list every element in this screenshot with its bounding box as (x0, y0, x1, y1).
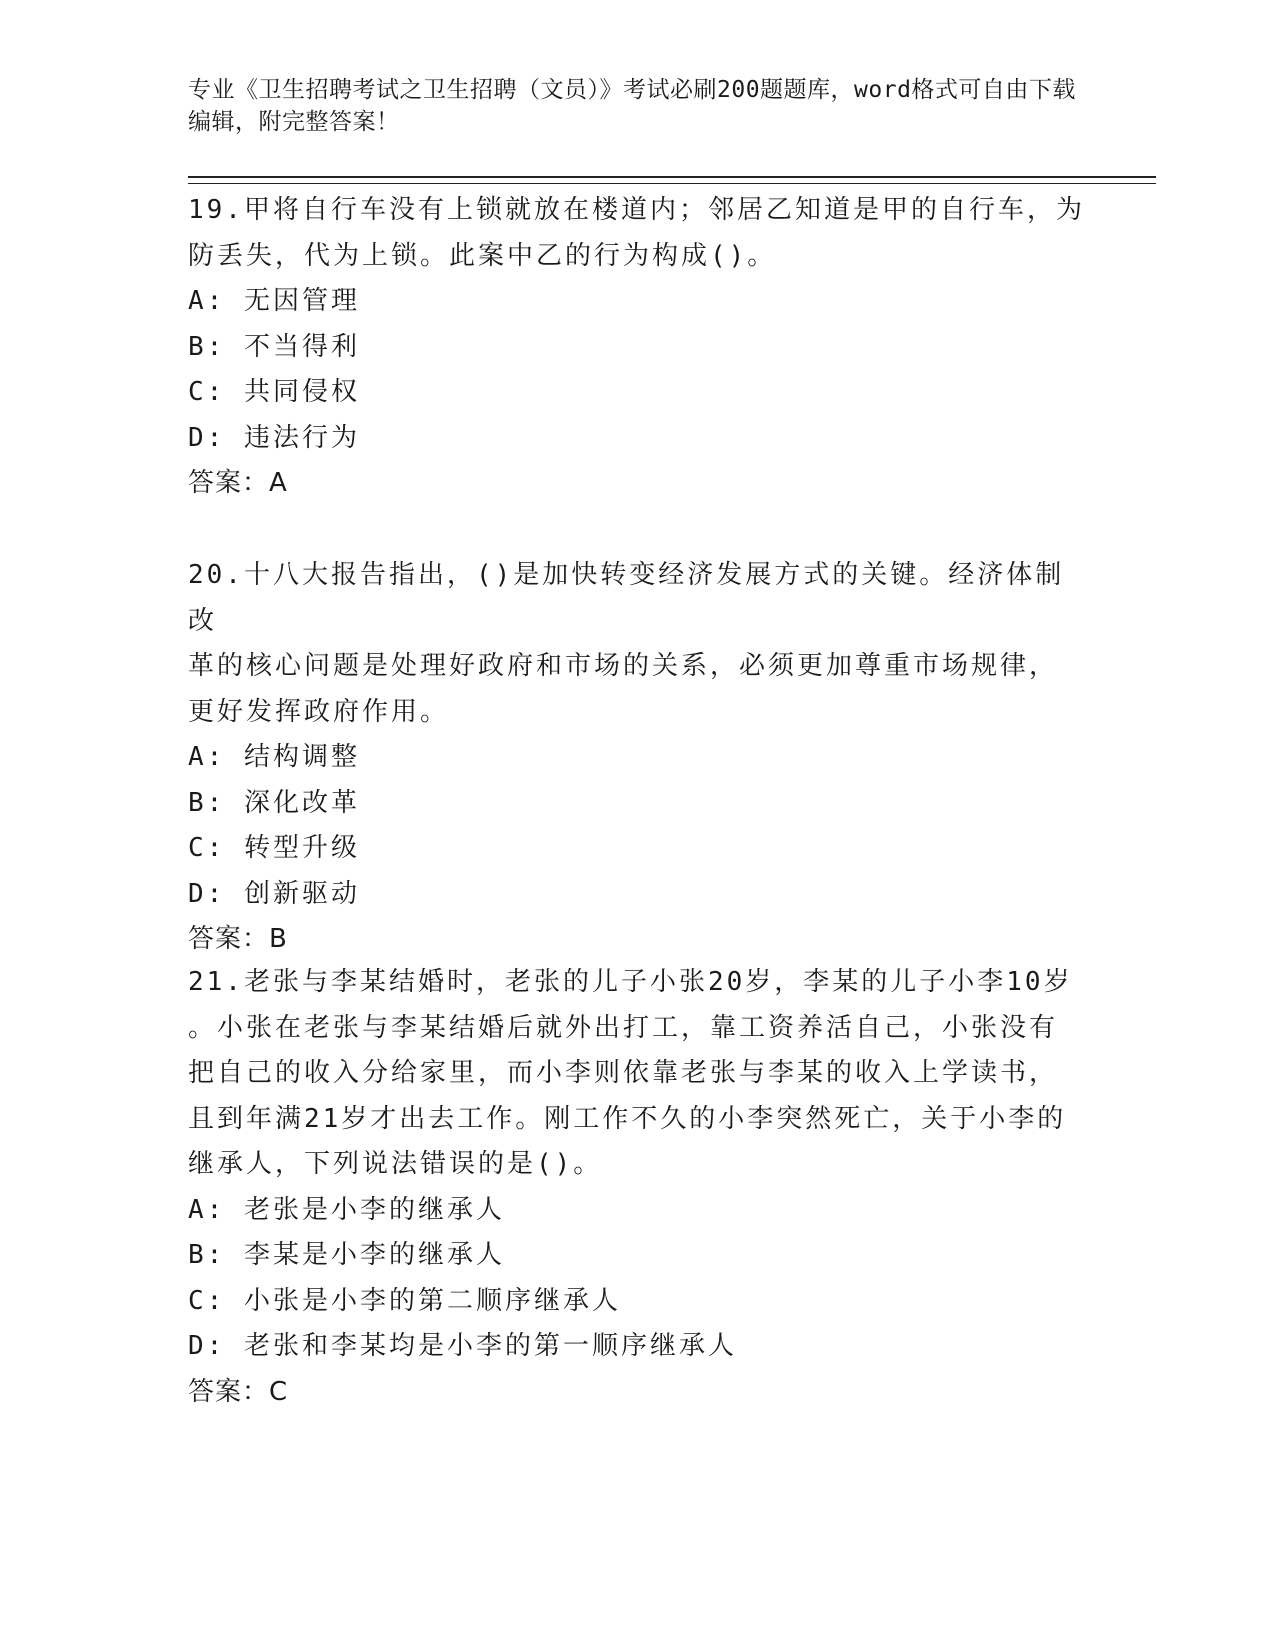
option-b: B: 李某是小李的继承人 (188, 1240, 505, 1270)
question-stem-line: 更好发挥政府作用。 (188, 696, 450, 727)
answer-line: 答案：B (188, 924, 288, 954)
question-stem-line: 。小张在老张与李某结婚后就外出打工，靠工资养活自己，小张没有 (188, 1012, 1059, 1043)
option-b: B: 不当得利 (188, 331, 360, 362)
question-stem-line: 21.老张与李某结婚时，老张的儿子小张20岁，李某的儿子小李10岁 (188, 967, 1073, 997)
option-a: A: 老张是小李的继承人 (188, 1194, 505, 1225)
option-a: A: 结构调整 (188, 742, 360, 772)
question-stem-line: 且到年满21岁才出去工作。刚工作不久的小李突然死亡，关于小李的 (188, 1103, 1067, 1134)
header-divider-thick (188, 176, 1156, 178)
question-stem-line: 革的核心问题是处理好政府和市场的关系，必须更加尊重市场规律， (188, 651, 1059, 681)
option-a: A: 无因管理 (188, 286, 360, 316)
option-c: C: 共同侵权 (188, 377, 360, 407)
question-stem-line: 继承人，下列说法错误的是()。 (188, 1149, 603, 1179)
header-divider-thin (188, 183, 1156, 184)
option-d: D: 违法行为 (188, 422, 360, 453)
document-header: 专业《卫生招聘考试之卫生招聘（文员）》考试必刷200题题库，word格式可自由下载编辑，附完整答案！ (188, 77, 1076, 135)
question-stem-line: 把自己的收入分给家里，而小李则依靠老张与李某的收入上学读书， (188, 1058, 1059, 1088)
question-19 (188, 188, 1088, 507)
question-20 (188, 553, 1088, 963)
option-b: B: 深化改革 (188, 787, 360, 818)
question-stem-line: 防丢失，代为上锁。此案中乙的行为构成()。 (188, 240, 777, 271)
option-c: C: 转型升级 (188, 833, 360, 863)
option-c: C: 小张是小李的第二顺序继承人 (188, 1285, 621, 1316)
option-d: D: 老张和李某均是小李的第一顺序继承人 (188, 1331, 737, 1361)
option-d: D: 创新驱动 (188, 878, 360, 909)
answer-line: 答案：A (188, 468, 288, 498)
answer-line: 答案：C (188, 1376, 289, 1407)
question-stem-line: 19.甲将自行车没有上锁就放在楼道内；邻居乙知道是甲的自行车，为 (188, 195, 1085, 225)
question-stem-line: 20.十八大报告指出，()是加快转变经济发展方式的关键。经济体制改 (188, 560, 1065, 636)
question-21 (188, 960, 1088, 1415)
